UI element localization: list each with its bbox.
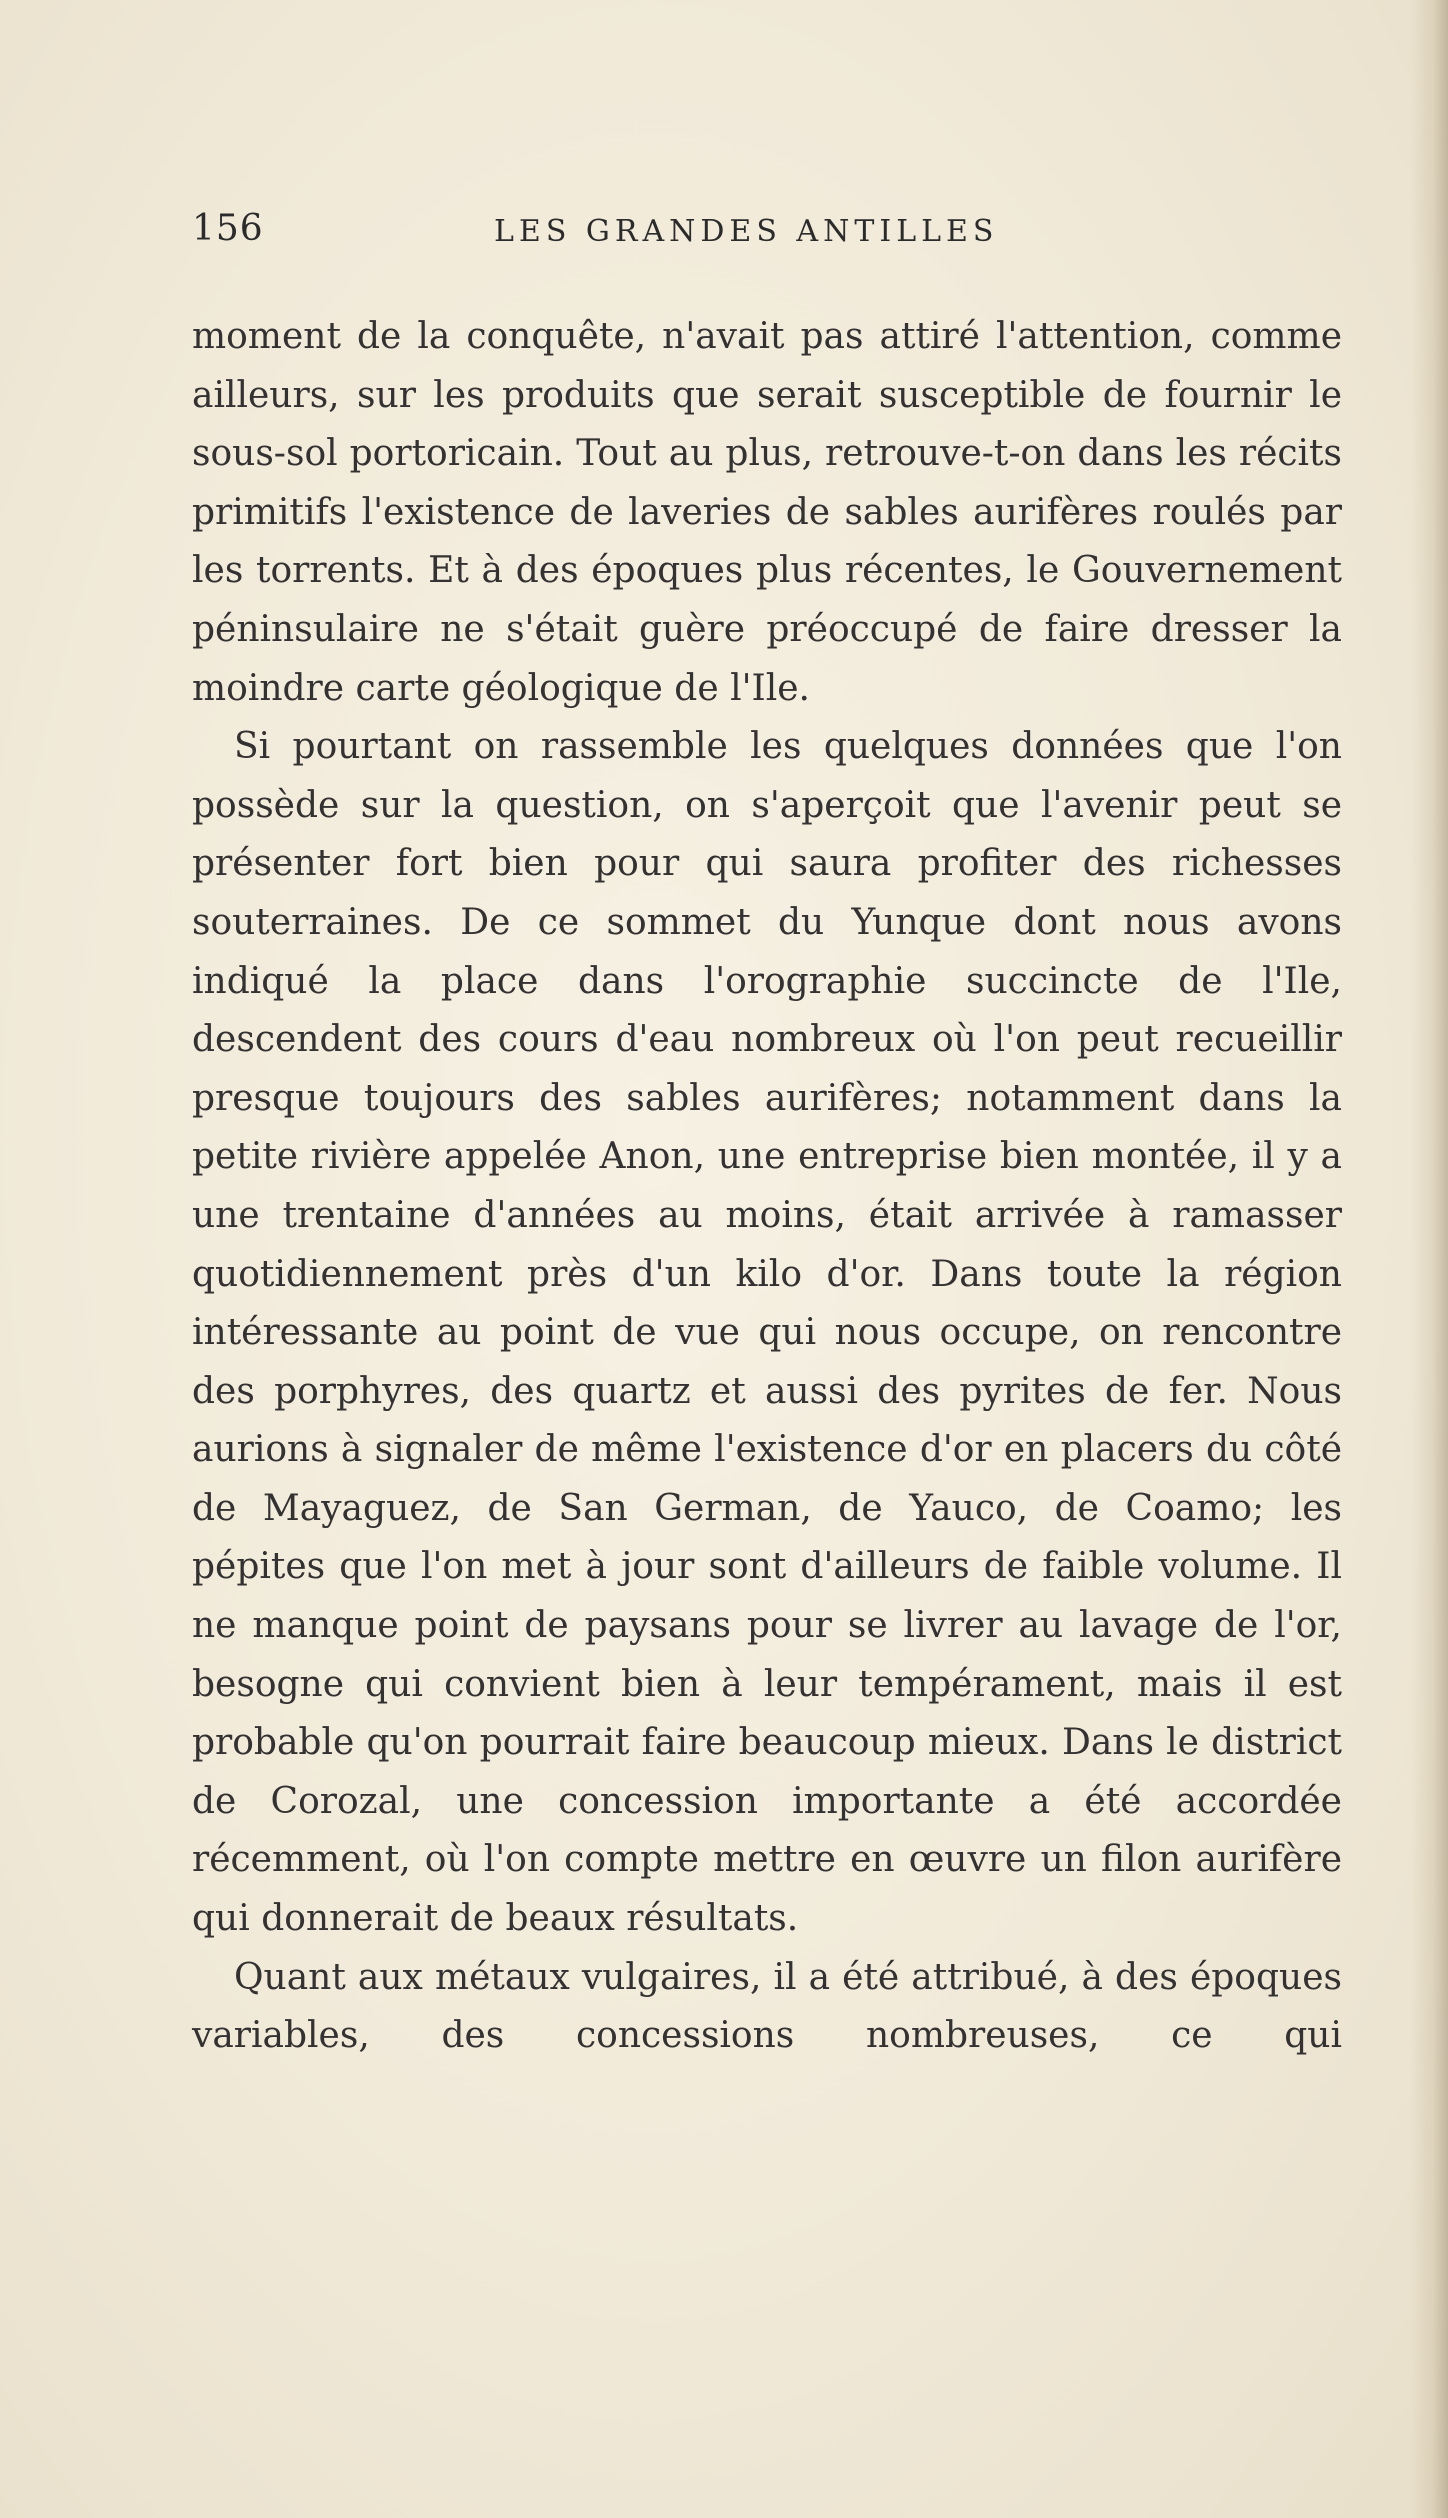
paragraph-base-metals: Quant aux métaux vulgaires, il a été attribué, à des époques variables, des concessions nombreuses, ce qui [192,1956,1342,2057]
paragraph-gold-deposits: Si pourtant on rassemble les quelques données que l'on possède sur la question, on s'aperçoit que l'avenir peut se présenter fort bien pour qui saura profiter des richesses souterraines. De ce sommet du Yunque dont nous avons indiqué la place dans l'orographie succincte de l'Ile, descendent des cours d'eau nombreux où l'on peut recueillir presque toujours des sables aurifères; notamment dans la petite rivière appelée Anon, une entreprise bien montée, il y a une trentaine d'années au moins, était arrivée à ramasser quotidiennement près d'un kilo d'or. Dans toute la région intéressante au point de vue qui nous occupe, on rencontre des porphyres, des quartz et aussi des pyrites de fer. Nous aurions à signaler de même l'existence d'or en placers du côté de Mayaguez, de San German, de Yauco, de Coamo; les pépites que l'on met à jour sont d'ailleurs de faible volume. Il ne manque point de paysans pour se livrer au lavage de l'or, besogne qui convient bien à leur tempérament, mais il est probable qu'on pourrait faire beaucoup mieux. Dans le district de Corozal, une concession importante a été accordée récemment, où l'on compte mettre en œuvre un filon aurifère qui donnerait de beaux résultats. [192,726,1342,1940]
page-edge-shadow [1410,0,1448,2518]
page-number: 156 [192,208,264,249]
paragraph-continuation: moment de la conquête, n'avait pas attiré l'attention, comme ailleurs, sur les produits que serait susceptible de fournir le sous-sol portoricain. Tout au plus, retrouve-t-on dans les récits primitifs l'existence de laveries de sables aurifères roulés par les torrents. Et à des époques plus récentes, le Gouvernement péninsulaire ne s'était guère préoccupé de faire dresser la moindre carte géologique de l'Ile. [192,316,1342,709]
running-head: LES GRANDES ANTILLES [494,214,999,249]
body-text [192,308,1342,2066]
page-header [192,208,1342,268]
